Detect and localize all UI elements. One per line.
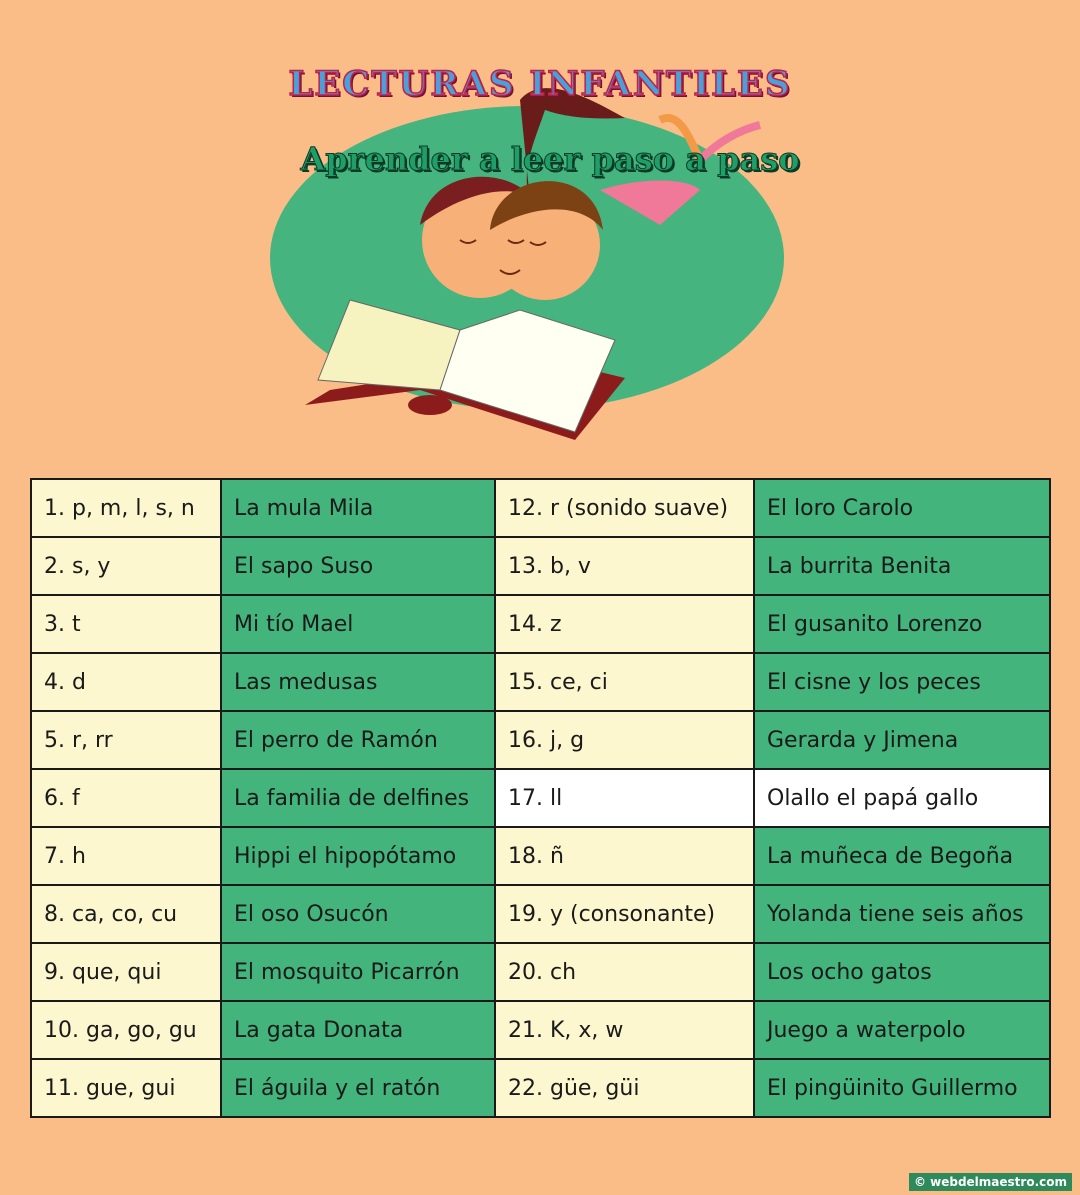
table-row xyxy=(31,1001,1050,1059)
lesson-number: 7. h xyxy=(31,827,221,885)
lesson-title-link[interactable]: El cisne y los peces xyxy=(754,653,1050,711)
header xyxy=(0,0,1080,470)
lesson-title-link[interactable]: Los ocho gatos xyxy=(754,943,1050,1001)
lesson-number: 17. ll xyxy=(495,769,754,827)
table-row xyxy=(31,943,1050,1001)
lesson-title-link[interactable]: El loro Carolo xyxy=(754,479,1050,537)
lesson-number: 2. s, y xyxy=(31,537,221,595)
lesson-number: 9. que, qui xyxy=(31,943,221,1001)
lesson-number: 6. f xyxy=(31,769,221,827)
lesson-title-link[interactable]: El mosquito Picarrón xyxy=(221,943,495,1001)
lesson-number: 4. d xyxy=(31,653,221,711)
lesson-number: 22. güe, güi xyxy=(495,1059,754,1117)
lesson-number: 13. b, v xyxy=(495,537,754,595)
table-row xyxy=(31,769,1050,827)
lesson-title-link[interactable]: El sapo Suso xyxy=(221,537,495,595)
table-row xyxy=(31,595,1050,653)
table-row xyxy=(31,1059,1050,1117)
lesson-number: 5. r, rr xyxy=(31,711,221,769)
table-row xyxy=(31,885,1050,943)
lesson-title-link[interactable]: La gata Donata xyxy=(221,1001,495,1059)
table-row xyxy=(31,827,1050,885)
lesson-number: 10. ga, go, gu xyxy=(31,1001,221,1059)
book-spine xyxy=(408,395,452,415)
lesson-title-link[interactable]: El perro de Ramón xyxy=(221,711,495,769)
lesson-number: 1. p, m, l, s, n xyxy=(31,479,221,537)
lessons-table-body xyxy=(31,479,1050,1117)
lesson-number: 14. z xyxy=(495,595,754,653)
lesson-number: 18. ñ xyxy=(495,827,754,885)
lesson-title-link[interactable]: Las medusas xyxy=(221,653,495,711)
table-row xyxy=(31,537,1050,595)
lesson-number: 8. ca, co, cu xyxy=(31,885,221,943)
credit-watermark: © webdelmaestro.com xyxy=(909,1173,1072,1191)
lesson-number: 12. r (sonido suave) xyxy=(495,479,754,537)
lesson-number: 15. ce, ci xyxy=(495,653,754,711)
lesson-title-link[interactable]: El gusanito Lorenzo xyxy=(754,595,1050,653)
table-row xyxy=(31,479,1050,537)
lesson-title-link[interactable]: Olallo el papá gallo xyxy=(754,769,1050,827)
lesson-number: 3. t xyxy=(31,595,221,653)
lesson-title-link[interactable]: Gerarda y Jimena xyxy=(754,711,1050,769)
lesson-title-link[interactable]: Mi tío Mael xyxy=(221,595,495,653)
lesson-number: 19. y (consonante) xyxy=(495,885,754,943)
lesson-title-link[interactable]: La mula Mila xyxy=(221,479,495,537)
lesson-title-link[interactable]: La burrita Benita xyxy=(754,537,1050,595)
page-subtitle: Aprender a leer paso a paso xyxy=(300,140,800,178)
lesson-number: 21. K, x, w xyxy=(495,1001,754,1059)
lesson-title-link[interactable]: El oso Osucón xyxy=(221,885,495,943)
lesson-title-link[interactable]: Juego a waterpolo xyxy=(754,1001,1050,1059)
lesson-number: 11. gue, gui xyxy=(31,1059,221,1117)
lesson-title-link[interactable]: El pingüinito Guillermo xyxy=(754,1059,1050,1117)
lesson-title-link[interactable]: La familia de delfines xyxy=(221,769,495,827)
lesson-title-link[interactable]: El águila y el ratón xyxy=(221,1059,495,1117)
lesson-number: 16. j, g xyxy=(495,711,754,769)
page-title: LECTURAS INFANTILES xyxy=(288,64,792,104)
lesson-title-link[interactable]: La muñeca de Begoña xyxy=(754,827,1050,885)
lessons-table xyxy=(30,478,1051,1118)
lesson-title-link[interactable]: Yolanda tiene seis años xyxy=(754,885,1050,943)
table-row xyxy=(31,653,1050,711)
lesson-title-link[interactable]: Hippi el hipopótamo xyxy=(221,827,495,885)
table-row xyxy=(31,711,1050,769)
lesson-number: 20. ch xyxy=(495,943,754,1001)
